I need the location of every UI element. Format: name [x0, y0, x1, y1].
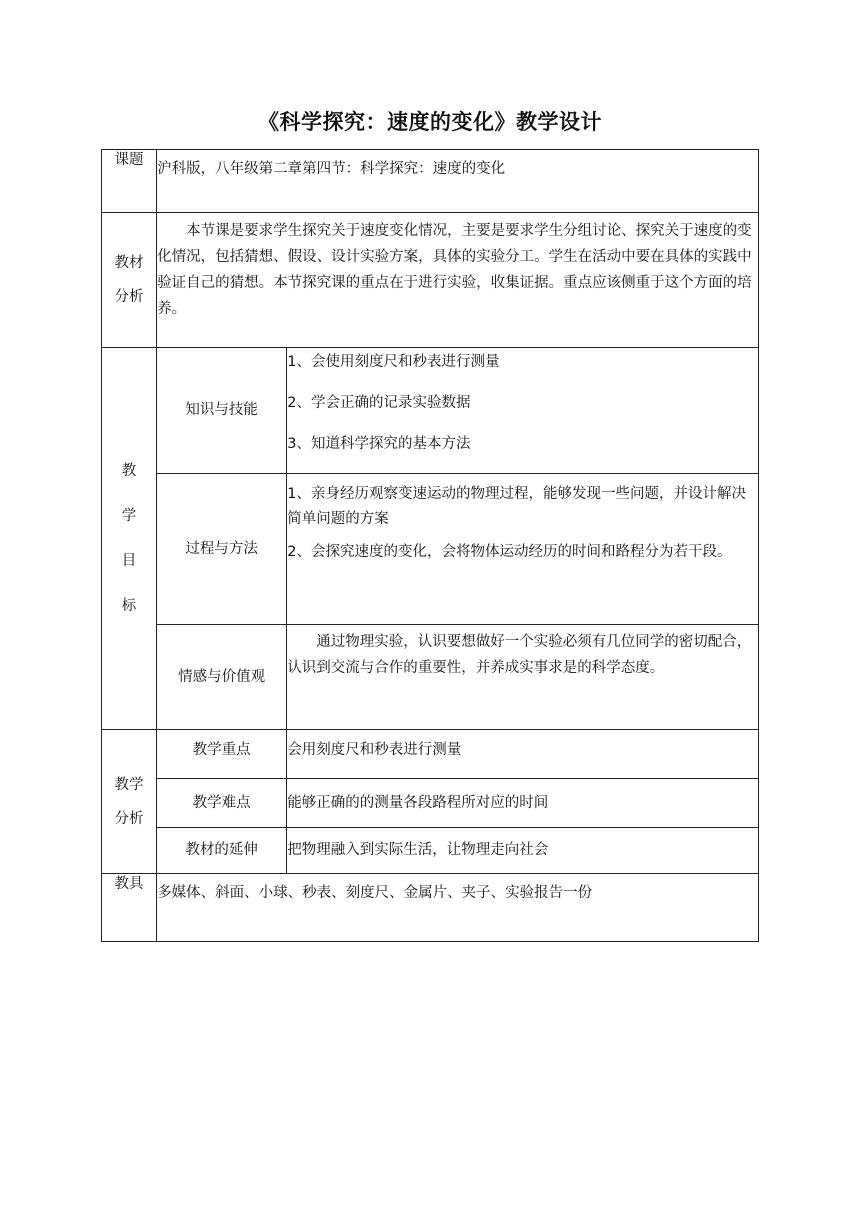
textbook-analysis-value: 本节课是要求学生探究关于速度变化情况，主要是要求学生分组讨论、探究关于速度的变化情况，包括猜想、假设、设计实验方案，具体的实验分工。学生在活动中要在具体的实践中验证自己的猜想。本节探究课的重点在于进行实验，收集证据。重点应该侧重于这个方面的培养。 [157, 213, 759, 348]
table-row-key-point [102, 730, 759, 779]
table-row-emotion [102, 625, 759, 730]
knowledge-items [287, 348, 759, 474]
textbook-analysis-label-line2: 分析 [114, 289, 144, 305]
extension-label: 教材的延伸 [157, 828, 287, 874]
process-item: 1、亲身经历观察变速运动的物理过程，能够发现一些问题，并设计解决简单问题的方案 [287, 486, 746, 527]
objectives-label-char-2: 学 [121, 507, 137, 524]
teaching-analysis-label-line2: 分析 [114, 810, 144, 827]
table-row-process [102, 474, 759, 625]
tools-value: 多媒体、斜面、小球、秒表、刻度尺、金属片、夹子、实验报告一份 [157, 874, 759, 942]
emotion-label: 情感与价值观 [157, 625, 287, 730]
knowledge-item: 3、知道科学探究的基本方法 [287, 436, 471, 452]
teaching-analysis-label [102, 730, 157, 874]
tools-label: 教具 [102, 874, 157, 942]
table-row-difficulty [102, 779, 759, 828]
knowledge-label: 知识与技能 [157, 348, 287, 474]
table-row-textbook-analysis [102, 213, 759, 348]
table-row-knowledge [102, 348, 759, 474]
teaching-analysis-label-line1: 教学 [114, 776, 144, 793]
document-title: 《科学探究：速度的变化》教学设计 [258, 110, 602, 134]
key-point-value: 会用刻度尺和秒表进行测量 [287, 730, 759, 779]
table-row-tools [102, 874, 759, 942]
objectives-label-char-1: 教 [121, 462, 137, 479]
topic-value: 沪科版，八年级第二章第四节：科学探究：速度的变化 [157, 150, 759, 213]
knowledge-item: 2、学会正确的记录实验数据 [287, 395, 471, 411]
extension-value: 把物理融入到实际生活，让物理走向社会 [287, 828, 759, 874]
textbook-analysis-label [102, 213, 157, 348]
table-row-topic [102, 150, 759, 213]
process-items [287, 474, 759, 625]
objectives-label-char-4: 标 [121, 597, 137, 614]
lesson-plan-table [101, 149, 759, 942]
objectives-label-char-3: 目 [121, 552, 137, 569]
knowledge-item: 1、会使用刻度尺和秒表进行测量 [287, 354, 500, 370]
difficulty-value: 能够正确的的测量各段路程所对应的时间 [287, 779, 759, 828]
table-row-extension [102, 828, 759, 874]
process-label: 过程与方法 [157, 474, 287, 625]
topic-label: 课题 [102, 150, 157, 213]
process-item: 2、会探究速度的变化，会将物体运动经历的时间和路程分为若干段。 [287, 544, 732, 560]
textbook-analysis-label-line1: 教材 [114, 255, 144, 271]
key-point-label: 教学重点 [157, 730, 287, 779]
difficulty-label: 教学难点 [157, 779, 287, 828]
emotion-value: 通过物理实验，认识要想做好一个实验必须有几位同学的密切配合，认识到交流与合作的重要性，并养成实事求是的科学态度。 [287, 625, 759, 730]
objectives-label [102, 348, 157, 730]
